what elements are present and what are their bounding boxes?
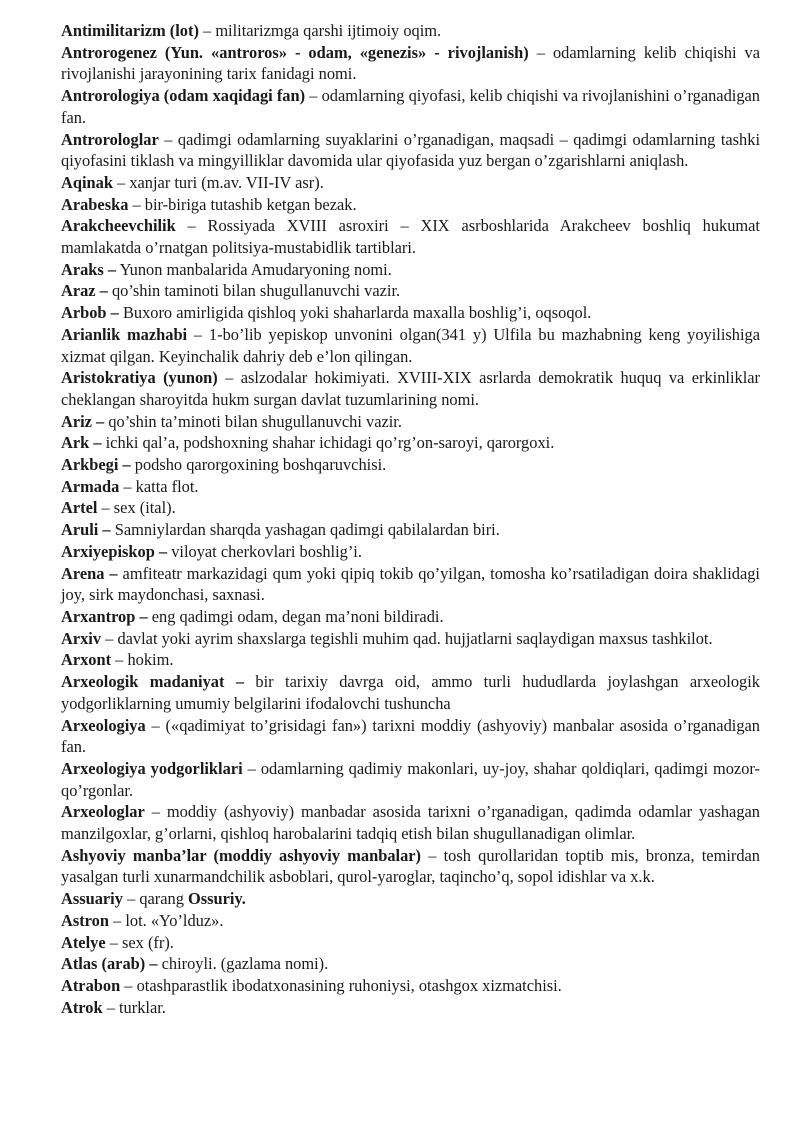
glossary-entry	[61, 411, 760, 433]
entry-definition: – turklar.	[102, 997, 166, 1017]
entry-term: Ashyoviy manba’lar (moddiy ashyoviy manbalar)	[61, 845, 421, 865]
glossary-entry	[61, 302, 760, 324]
entry-term: Antrorogenez (Yun. «antroros» - odam, «genezis» - rivojlanish)	[61, 42, 529, 62]
glossary-entry	[61, 432, 760, 454]
glossary-entry	[61, 324, 760, 367]
entry-term: Arabeska	[61, 194, 129, 214]
entry-definition: chiroyli. (gazlama nomi).	[157, 954, 329, 974]
glossary-entry	[61, 454, 760, 476]
entry-definition: bir tarixiy davrga oid, ammo turli hududlarda joylashgan arxeologik yodgorliklarning umumiy belgilarini ifodalovchi tushuncha	[61, 672, 760, 713]
glossary-entry	[61, 628, 760, 650]
entry-term: Assuariy	[61, 889, 123, 909]
entry-definition: – otashparastlik ibodatxonasining ruhoniysi, otashgox xizmatchisi.	[120, 975, 562, 995]
entry-definition: – davlat yoki ayrim shaxslarga tegishli muhim qad. hujjatlarni saqlaydigan maxsus tashkilot.	[101, 628, 713, 648]
entry-definition: – militarizmga qarshi ijtimoiy oqim.	[198, 21, 442, 40]
entry-definition: – moddiy (ashyoviy) manbadar asosida tarixni o’rganadigan, qadimda odamlar yashagan manzilgoxlar, g’orlarni, qishloq harobalarini tadqiq etish bilan shugullanadigan olimlar.	[61, 802, 760, 844]
entry-definition: – odamlarning qiyofasi, kelib chiqishi va rivojlanishini o’rganadigan fan.	[61, 86, 760, 127]
entry-cross-reference: Ossuriy.	[188, 889, 246, 909]
entry-definition: amfiteatr markazidagi qum yoki qipiq tokib qo’yilgan, tomosha ko’rsatiladigan doira shaklidagi joy, sirk maydonchasi, saxnasi.	[61, 563, 760, 605]
entry-term: Atlas (arab) –	[61, 954, 158, 974]
glossary-entry	[61, 758, 760, 801]
entry-term: Arianlik mazhabi	[61, 324, 188, 344]
entry-definition: – («qadimiyat to’grisidagi fan») tarixni moddiy (ashyoviy) manbalar asosida o’rganadigan fan.	[61, 715, 760, 757]
glossary-entry	[61, 20, 760, 42]
entry-definition: – qarang	[122, 889, 189, 909]
entry-definition: qo’shin taminoti bilan shugullanuvchi vazir.	[107, 281, 401, 301]
glossary-entry	[61, 42, 760, 85]
entry-term: Arbob –	[61, 303, 119, 323]
entry-definition: – odamlarning kelib chiqishi va rivojlanishi jarayonining tarix fanidagi nomi.	[61, 42, 760, 84]
entry-term: Aristokratiya (yunon)	[61, 368, 218, 388]
glossary-entry	[61, 194, 760, 216]
entry-term: Arxont	[61, 650, 112, 670]
entry-term: Artel	[61, 498, 98, 518]
entry-term: Arxantrop –	[61, 606, 148, 626]
entry-term: Armada	[61, 476, 120, 496]
entry-definition: – katta flot.	[119, 476, 199, 496]
entry-definition: – aslzodalar hokimiyati. XVIII-XIX asrlarda demokratik huquq va erkinliklar cheklangan sharoyitda hukm surgan davlat tuzumlarining nomi.	[61, 368, 760, 409]
entry-definition: eng qadimgi odam, degan ma’noni bildiradi.	[147, 606, 444, 626]
entry-definition: – lot. «Yo’lduz».	[108, 910, 224, 930]
entry-definition: – qadimgi odamlarning suyaklarini o’rganadigan, maqsadi – qadimgi odamlarning tashki qiyofasini tiklash va mingyilliklar davomida ular qiyofasida yuz bergan o’zgarishlarni aniqlash.	[61, 129, 760, 171]
entry-definition: ichki qal’a, podshoxning shahar ichidagi qo’rg’on-saroyi, qarorgoxi.	[101, 433, 555, 453]
entry-term: Araks –	[61, 259, 117, 279]
entry-term: Arxiyepiskop –	[61, 541, 168, 561]
entry-definition: Samniylardan sharqda yashagan qadimgi qabilalardan biri.	[110, 520, 500, 540]
glossary-entry	[61, 606, 760, 628]
entry-term: Astron	[61, 910, 109, 930]
entry-definition: – odamlarning qadimiy makonlari, uy-joy, shahar qoldiqlari, qadimgi mozor-qo’rgonlar.	[61, 758, 760, 800]
entry-term: Arena –	[61, 563, 118, 583]
glossary-entry	[61, 932, 760, 954]
glossary-entry	[61, 541, 760, 563]
glossary-entry	[61, 85, 760, 128]
entry-definition: – 1-bo’lib yepiskop unvonini olgan(341 y) Ulfila bu mazhabning keng yoyilishiga xizmat qilgan. Keyinchalik dahriy deb e’lon qilingan.	[61, 324, 761, 366]
entry-definition: – tosh qurollaridan toptib mis, bronza, temirdan yasalgan turli xunarmandchilik asboblari, qurol-yaroglar, taqincho’q, sopol idishlar va x.k.	[61, 845, 760, 887]
entry-definition: – bir-biriga tutashib ketgan bezak.	[128, 194, 357, 214]
glossary-entry	[61, 888, 760, 910]
glossary-entry	[61, 910, 760, 932]
entry-term: Atelye	[61, 932, 106, 952]
entry-term: Atrok	[61, 997, 103, 1017]
entry-definition: – Rossiyada XVIII asroxiri – XIX asrboshlarida Arakcheev boshliq hukumat mamlakatda o’rnatgan politsiya-mustabidlik tartiblari.	[61, 216, 760, 258]
glossary-entry	[61, 563, 760, 606]
entry-term: Arxeologik madaniyat –	[61, 672, 245, 692]
entry-term: Ark –	[61, 433, 102, 453]
entry-term: Arxeologiya	[61, 715, 146, 735]
entry-term: Antrorologlar	[61, 129, 159, 149]
entry-definition: viloyat cherkovlari boshlig’i.	[167, 541, 362, 561]
glossary-entry	[61, 649, 760, 671]
entry-definition: Buxoro amirligida qishloq yoki shaharlarda maxalla boshlig’i, oqsoqol.	[118, 303, 592, 323]
entry-definition: – sex (ital).	[97, 498, 176, 518]
entry-definition: – hokim.	[111, 650, 174, 670]
glossary-entry	[61, 715, 760, 758]
entry-term: Arxeologlar	[61, 802, 145, 822]
entry-term: Arxeologiya yodgorliklari	[61, 758, 243, 778]
glossary-entry	[61, 997, 760, 1019]
glossary-entry	[61, 476, 760, 498]
entry-term: Aqinak	[61, 172, 113, 192]
entry-term: Atrabon	[61, 975, 121, 995]
glossary-entry	[61, 280, 760, 302]
entry-definition: qo’shin ta’minoti bilan shugullanuvchi vazir.	[104, 411, 402, 431]
glossary-entry	[61, 845, 760, 888]
entry-term: Ariz –	[61, 411, 105, 431]
entry-term: Arxiv	[61, 628, 102, 648]
glossary-entry	[61, 975, 760, 997]
entry-definition: Yunon manbalarida Amudaryoning nomi.	[116, 259, 392, 279]
entry-term: Araz –	[61, 281, 108, 301]
entry-term: Antrorologiya (odam xaqidagi fan)	[61, 86, 306, 106]
entry-term: Aruli –	[61, 520, 111, 540]
entry-definition: – sex (fr).	[105, 932, 174, 952]
glossary-entry	[61, 519, 760, 541]
entry-term: Arkbegi –	[61, 455, 131, 475]
entry-definition: – xanjar turi (m.av. VII-IV asr).	[112, 172, 324, 192]
entry-definition: podsho qarorgoxining boshqaruvchisi.	[130, 455, 387, 475]
glossary-entry	[61, 367, 760, 410]
glossary-entry	[61, 497, 760, 519]
glossary-entry	[61, 801, 760, 844]
glossary-entry	[61, 129, 760, 172]
glossary-entry	[61, 953, 760, 975]
entry-term: Antimilitarizm (lot)	[61, 21, 199, 40]
glossary-entry	[61, 172, 760, 194]
glossary-entry	[61, 259, 760, 281]
glossary-entry	[61, 671, 760, 714]
entry-term: Arakcheevchilik	[61, 216, 176, 236]
glossary-entry	[61, 215, 760, 258]
